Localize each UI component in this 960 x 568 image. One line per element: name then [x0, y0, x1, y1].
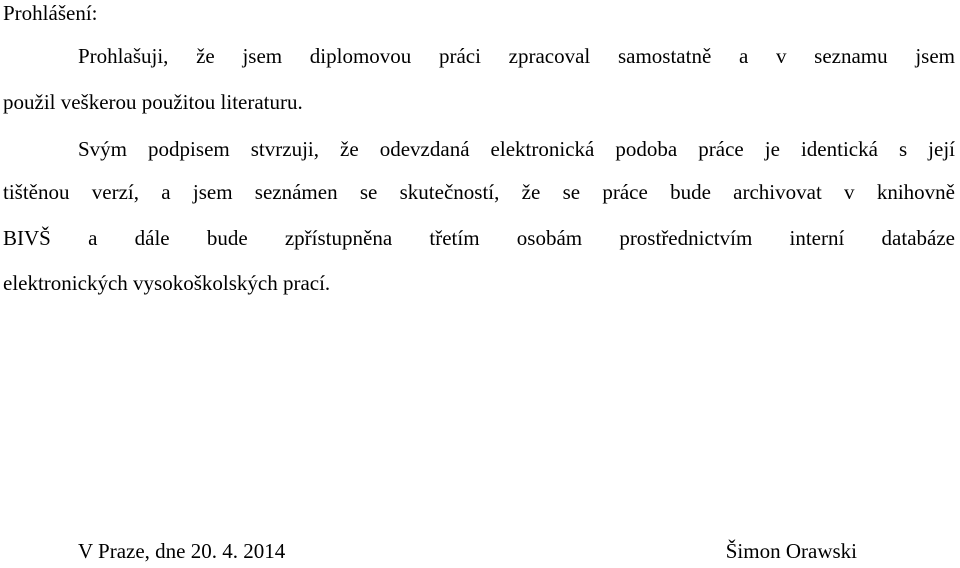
- declaration-line-1: Prohlašuji, že jsem diplomovou práci zpracoval samostatně a v seznamu jsem: [78, 44, 955, 68]
- declaration-line-2: použil veškerou použitou literaturu.: [3, 90, 303, 114]
- statement-line-3: BIVŠ a dále bude zpřístupněna třetím osobám prostřednictvím interní databáze: [3, 226, 955, 250]
- page-title: Prohlášení:: [3, 1, 98, 25]
- signature-name: Šimon Orawski: [725, 539, 857, 563]
- statement-line-4: elektronických vysokoškolských prací.: [3, 271, 331, 295]
- statement-line-2: tištěnou verzí, a jsem seznámen se skutečností, že se práce bude archivovat v knihovně: [3, 180, 955, 204]
- place-and-date: V Praze, dne 20. 4. 2014: [78, 539, 286, 563]
- statement-line-1: Svým podpisem stvrzuji, že odevzdaná elektronická podoba práce je identická s její: [78, 137, 955, 161]
